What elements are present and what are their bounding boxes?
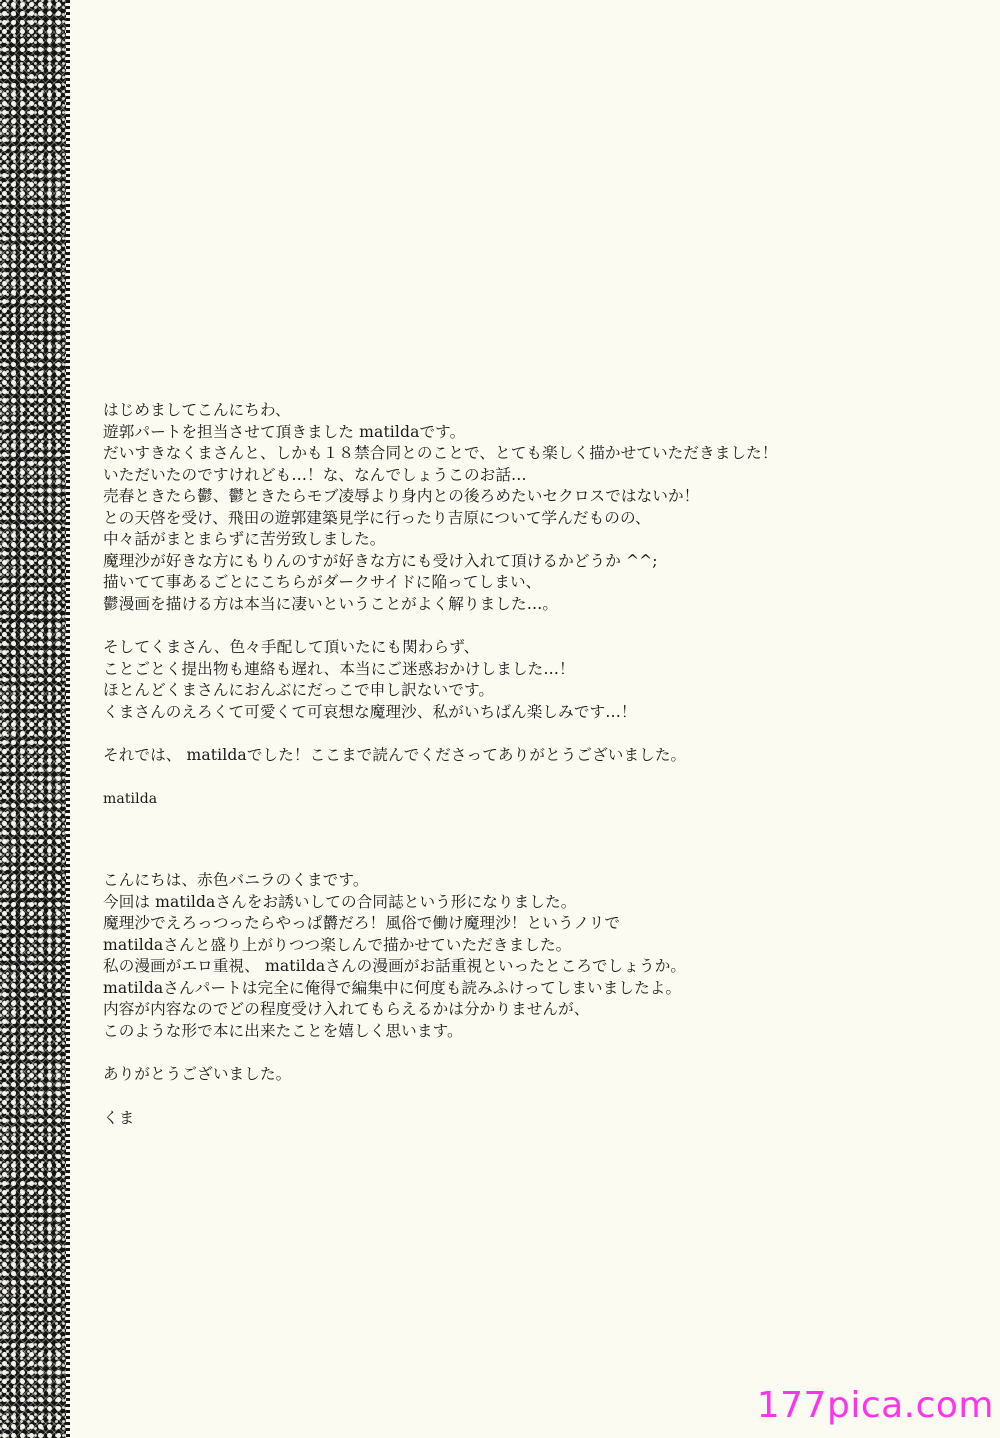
afterword-text [103, 400, 963, 1129]
kuma-signature: くま [103, 1108, 135, 1127]
site-watermark: 177pica.com [756, 1385, 994, 1426]
kuma-thanks: ありがとうございました。 [103, 1065, 292, 1083]
matilda-paragraph-2 [103, 637, 963, 723]
text-line: 中々話がまとまらずに苦労致しました。 [103, 530, 386, 548]
lace-edge-decoration [66, 0, 70, 1438]
text-line: だいすきなくまさんと、しかも１８禁合同とのことで、とても楽しく描かせていただきました！ [103, 444, 778, 462]
matilda-signature: matilda [103, 790, 158, 807]
lace-border-decoration [0, 0, 66, 1438]
text-line: そしてくまさん、色々手配して頂いたにも関わらず、 [103, 638, 480, 656]
text-line: 内容が内容なのでどの程度受け入れてもらえるかは分かりませんが、 [103, 1000, 590, 1018]
text-line: matildaさんパートは完全に俺得で編集中に何度も読みふけってしまいましたよ。 [103, 978, 682, 997]
text-line: 私の漫画がエロ重視、 matildaさんの漫画がお話重視といったところでしょうか。 [103, 957, 687, 975]
text-line: いただいたのですけれども…！な、なんでしょうこのお話… [103, 465, 527, 484]
text-line: こんにちは、赤色バニラのくまです。 [103, 871, 369, 889]
text-line: 今回は matildaさんをお誘いしての合同誌という形になりました。 [103, 892, 577, 911]
text-line: との天啓を受け、飛田の遊郭建築見学に行ったり吉原について学んだものの、 [103, 508, 651, 527]
matilda-paragraph-1 [103, 400, 963, 615]
matilda-closing: それでは、 matildaでした！ここまで読んでくださってありがとうございました。 [103, 746, 687, 764]
text-line: はじめましてこんにちわ、 [103, 401, 291, 419]
text-line: 遊郭パートを担当させて頂きました matildaです。 [103, 422, 466, 441]
text-line: ことごとく提出物も連絡も遅れ、本当にご迷惑おかけしました…！ [103, 659, 575, 678]
text-line: 売春ときたら鬱、鬱ときたらモブ凌辱より身内との後ろめたいセクロスではないか！ [103, 487, 700, 505]
text-line: 魔理沙でえろっつったらやっぱ欝だろ！風俗で働け魔理沙！というノリで [103, 914, 621, 932]
text-line: 鬱漫画を描ける方は本当に凄いということがよく解りました…。 [103, 594, 559, 613]
kuma-paragraph [103, 870, 963, 1042]
text-line: 描いてて事あるごとにこちらがダークサイドに陥ってしまい、 [103, 573, 542, 591]
text-line: matildaさんと盛り上がりつつ楽しんで描かせていただきました。 [103, 935, 572, 954]
text-line: くまさんのえろくて可愛くて可哀想な魔理沙、私がいちばん楽しみです…！ [103, 702, 637, 721]
text-line: このような形で本に出来たことを嬉しく思います。 [103, 1021, 463, 1040]
text-line: ほとんどくまさんにおんぶにだっこで申し訳ないです。 [103, 681, 495, 699]
text-line: 魔理沙が好きな方にもりんのすが好きな方にも受け入れて頂けるかどうか ^^; [103, 551, 658, 570]
